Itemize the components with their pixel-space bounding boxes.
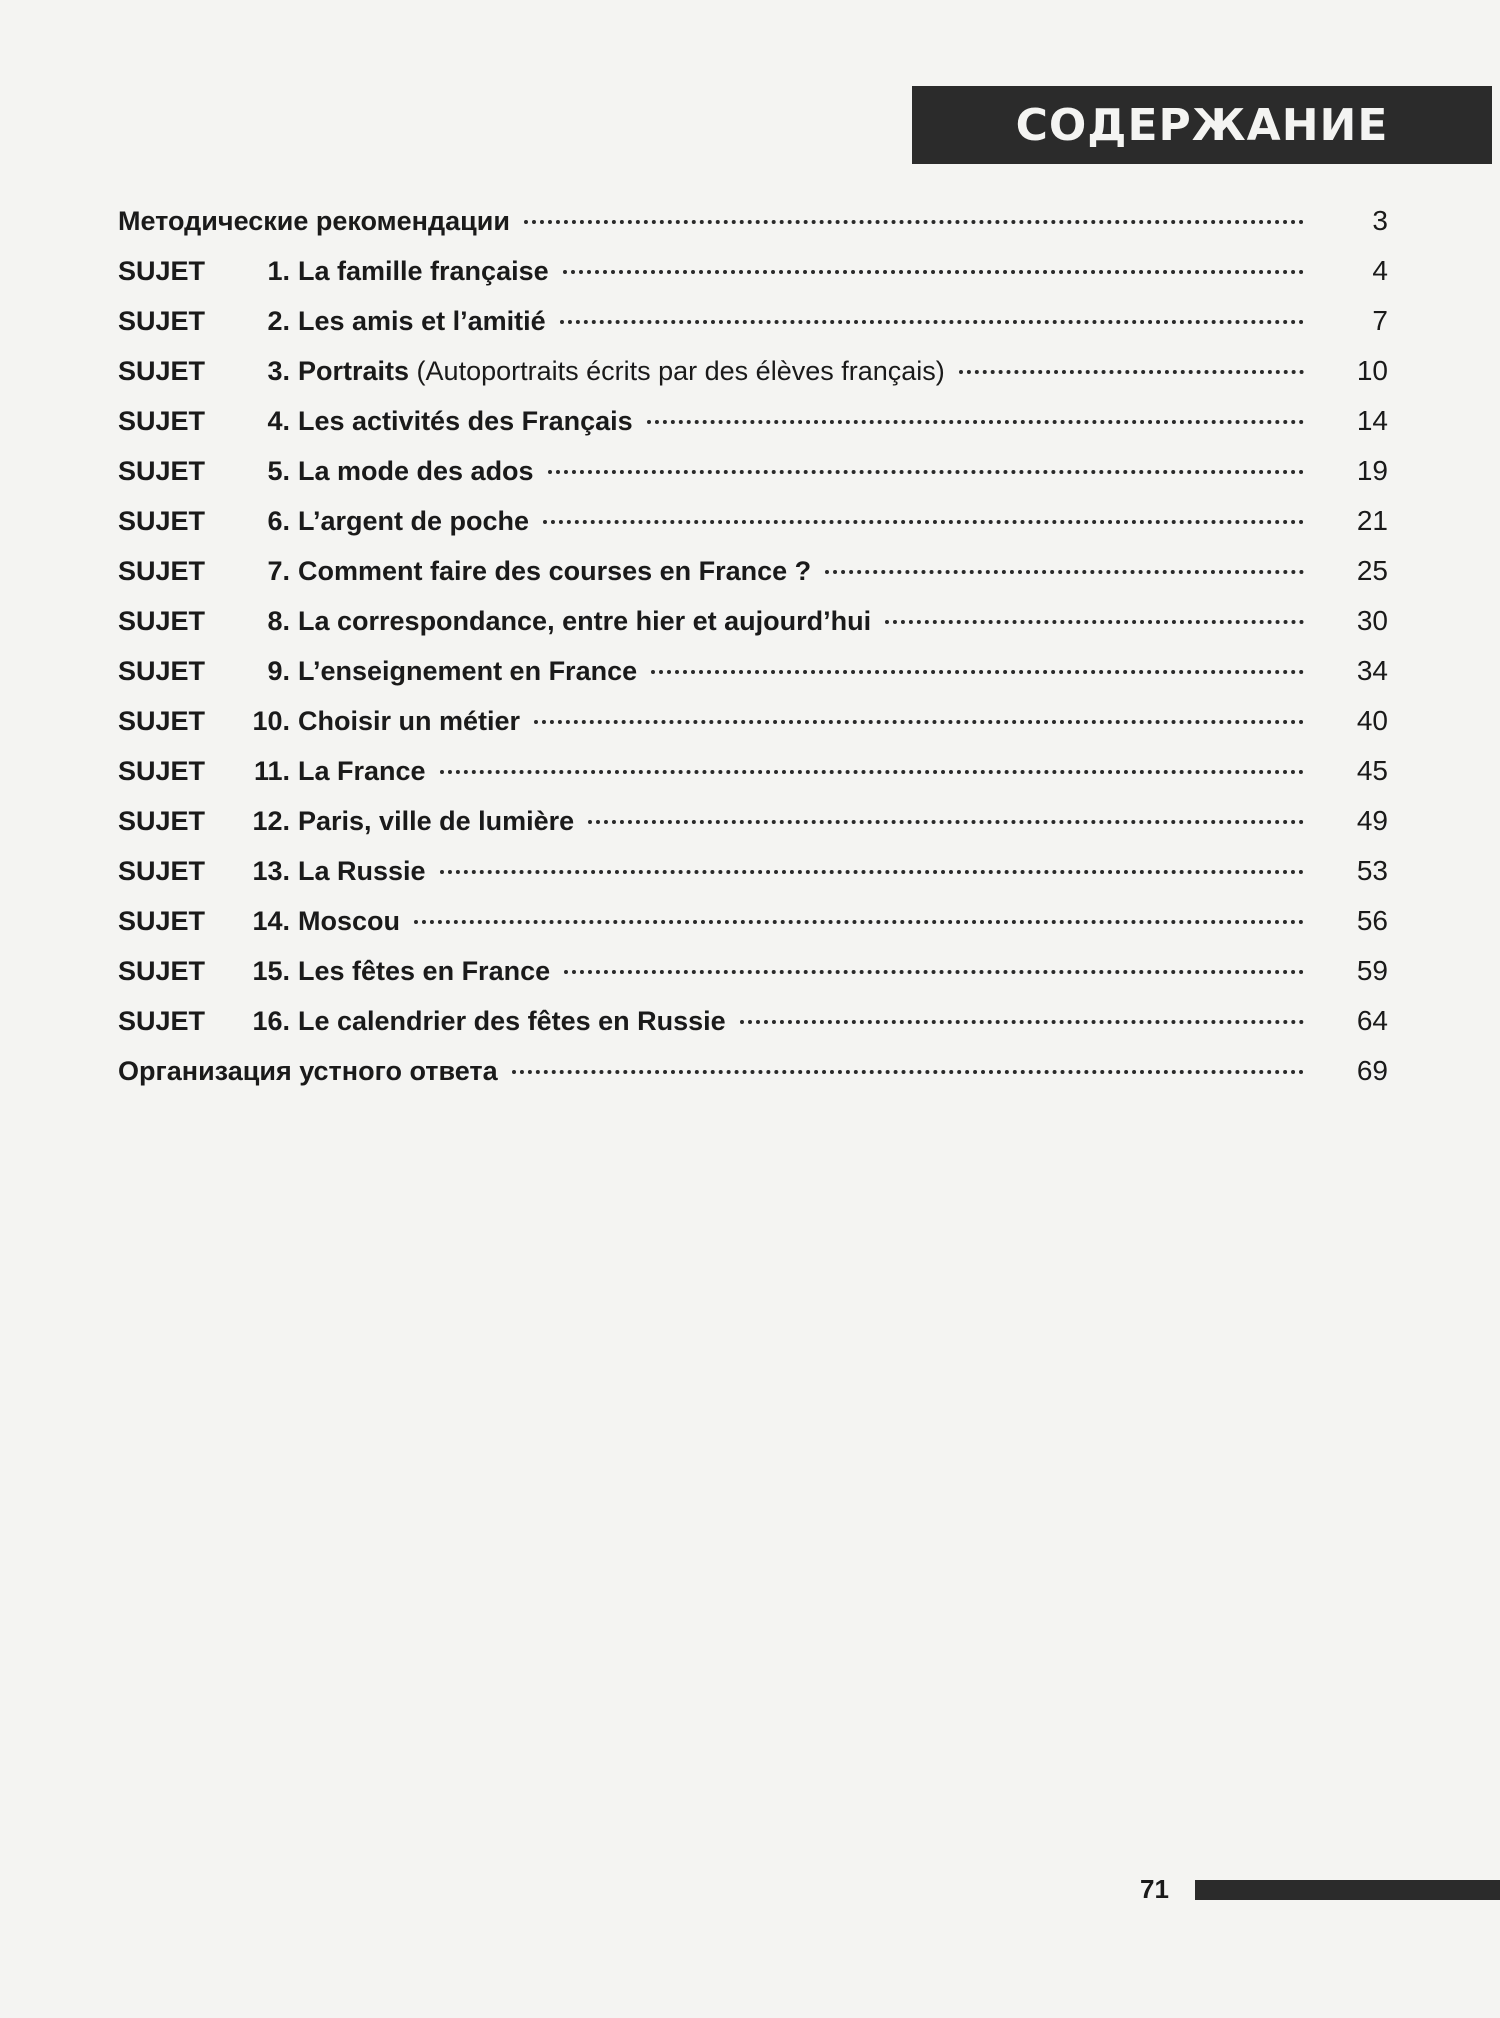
section-header	[912, 86, 1492, 164]
toc-sujet-number: 1.	[267, 256, 290, 286]
toc-sujet-label: SUJET	[118, 856, 206, 886]
dot-leader	[740, 1020, 1304, 1024]
toc-entry-label	[118, 1056, 498, 1087]
toc-entry-label	[118, 806, 574, 837]
toc-entry	[118, 605, 1388, 655]
toc-entry	[118, 255, 1388, 305]
toc-entry-label	[118, 856, 426, 887]
toc-sujet-number: 7.	[267, 556, 290, 586]
dot-leader	[414, 920, 1304, 924]
dot-leader	[959, 370, 1304, 374]
toc-entry-title: L’enseignement en France	[298, 656, 638, 686]
toc-sujet-number: 10.	[252, 706, 290, 736]
dot-leader	[647, 420, 1304, 424]
toc-entry	[118, 355, 1388, 405]
toc-entry-label	[118, 306, 546, 337]
toc-sujet-number: 5.	[267, 456, 290, 486]
dot-leader	[524, 220, 1304, 224]
toc-entry-title: La famille française	[298, 256, 549, 286]
toc-entry-title: Les fêtes en France	[298, 956, 551, 986]
toc-sujet-label: SUJET	[118, 606, 206, 636]
toc-page-number: 45	[1356, 755, 1388, 786]
toc-sujet-number: 14.	[252, 906, 290, 936]
toc-sujet-number: 4.	[267, 406, 290, 436]
toc-sujet-number: 12.	[252, 806, 290, 836]
toc-entry-title: Choisir un métier	[298, 706, 521, 736]
toc-sujet-number: 11.	[253, 756, 290, 786]
toc-page-number: 19	[1356, 455, 1388, 486]
toc-entry-title: Paris, ville de lumière	[298, 806, 575, 836]
toc-entry-title: Moscou	[298, 906, 401, 936]
toc-entry-label	[118, 206, 510, 237]
toc-page-number: 64	[1356, 1005, 1388, 1036]
toc-entry	[118, 555, 1388, 605]
toc-sujet-number: 9.	[267, 656, 290, 686]
toc-entry	[118, 305, 1388, 355]
dot-leader	[588, 820, 1304, 824]
toc-entry	[118, 705, 1388, 755]
footer-bar	[1195, 1880, 1500, 1900]
toc-entry-title: Les activités des Français	[298, 406, 633, 436]
toc-entry	[118, 505, 1388, 555]
toc-sujet-label: SUJET	[118, 356, 206, 386]
toc-sujet-label: SUJET	[118, 506, 206, 536]
toc-page-number: 25	[1356, 555, 1388, 586]
toc-page-number: 14	[1356, 405, 1388, 436]
toc-entry-title: Comment faire des courses en France ?	[298, 556, 812, 586]
toc-entry	[118, 405, 1388, 455]
dot-leader	[548, 470, 1304, 474]
toc-sujet-number: 13.	[252, 856, 290, 886]
toc-sujet-number: 6.	[267, 506, 290, 536]
toc-entry-label	[118, 656, 637, 687]
toc-entry-title: La France	[298, 756, 426, 786]
table-of-contents	[118, 205, 1388, 1105]
toc-sujet-label: SUJET	[118, 406, 206, 436]
toc-entry-subtitle: (Autoportraits écrits par des élèves français)	[409, 356, 945, 386]
toc-sujet-label: SUJET	[118, 706, 206, 736]
toc-entry-title: Les amis et l’amitié	[298, 306, 546, 336]
toc-sujet-label: SUJET	[118, 256, 206, 286]
toc-entry-label	[118, 906, 400, 937]
dot-leader	[825, 570, 1304, 574]
toc-page-number: 34	[1356, 655, 1388, 686]
dot-leader	[885, 620, 1304, 624]
toc-page-number: 49	[1356, 805, 1388, 836]
dot-leader	[512, 1070, 1304, 1074]
toc-entry-title: Portraits	[298, 356, 410, 386]
toc-sujet-label: SUJET	[118, 456, 206, 486]
toc-page-number: 59	[1356, 955, 1388, 986]
toc-entry	[118, 1005, 1388, 1055]
toc-entry-title: La Russie	[298, 856, 426, 886]
toc-sujet-number: 3.	[267, 356, 290, 386]
toc-entry-label	[118, 406, 633, 437]
toc-sujet-number: 2.	[267, 306, 290, 336]
toc-page-number: 10	[1356, 355, 1388, 386]
toc-entry	[118, 205, 1388, 255]
toc-entry	[118, 755, 1388, 805]
toc-entry-title: La correspondance, entre hier et aujourd’hui	[298, 606, 872, 636]
toc-page-number: 7	[1372, 305, 1388, 336]
toc-page-number: 3	[1372, 205, 1388, 236]
toc-sujet-label: SUJET	[118, 906, 206, 936]
toc-entry-title: La mode des ados	[298, 456, 534, 486]
toc-entry-label	[118, 256, 549, 287]
toc-entry-label	[118, 556, 811, 587]
toc-sujet-label: SUJET	[118, 956, 206, 986]
toc-sujet-number: 8.	[267, 606, 290, 636]
dot-leader	[543, 520, 1304, 524]
dot-leader	[440, 770, 1304, 774]
bleed-through-imprint	[220, 1205, 1320, 1231]
dot-leader	[440, 870, 1304, 874]
toc-entry-title: Методические рекомендации	[118, 206, 510, 236]
page-footer	[1140, 1874, 1500, 1905]
toc-entry	[118, 1055, 1388, 1105]
toc-entry	[118, 805, 1388, 855]
toc-entry	[118, 455, 1388, 505]
toc-page-number: 53	[1356, 855, 1388, 886]
toc-entry	[118, 905, 1388, 955]
toc-entry	[118, 955, 1388, 1005]
toc-page-number: 21	[1356, 505, 1388, 536]
toc-entry-label	[118, 506, 529, 537]
toc-page-number: 4	[1372, 255, 1388, 286]
dot-leader	[563, 270, 1304, 274]
toc-entry-label	[118, 1006, 726, 1037]
toc-sujet-label: SUJET	[118, 306, 206, 336]
toc-page-number: 40	[1356, 705, 1388, 736]
toc-entry-title: L’argent de poche	[298, 506, 530, 536]
dot-leader	[564, 970, 1304, 974]
toc-page-number: 56	[1356, 905, 1388, 936]
toc-sujet-number: 16.	[252, 1006, 290, 1036]
toc-page-number: 69	[1356, 1055, 1388, 1086]
page-title: СОДЕРЖАНИЕ	[1015, 99, 1389, 151]
toc-sujet-label: SUJET	[118, 1006, 206, 1036]
toc-sujet-number: 15.	[252, 956, 290, 986]
toc-sujet-label: SUJET	[118, 756, 206, 786]
toc-sujet-label: SUJET	[118, 656, 206, 686]
toc-entry	[118, 855, 1388, 905]
toc-sujet-label: SUJET	[118, 556, 206, 586]
toc-entry-label	[118, 456, 534, 487]
toc-entry-title: Le calendrier des fêtes en Russie	[298, 1006, 726, 1036]
toc-entry	[118, 655, 1388, 705]
toc-entry-label	[118, 756, 426, 787]
toc-entry-title: Организация устного ответа	[118, 1056, 498, 1086]
page-number: 71	[1140, 1874, 1169, 1904]
toc-entry-label	[118, 606, 871, 637]
dot-leader	[534, 720, 1304, 724]
dot-leader	[651, 670, 1304, 674]
toc-entry-label	[118, 356, 945, 387]
toc-page-number: 30	[1356, 605, 1388, 636]
toc-entry-label	[118, 956, 550, 987]
toc-entry-label	[118, 706, 520, 737]
toc-sujet-label: SUJET	[118, 806, 206, 836]
dot-leader	[560, 320, 1304, 324]
